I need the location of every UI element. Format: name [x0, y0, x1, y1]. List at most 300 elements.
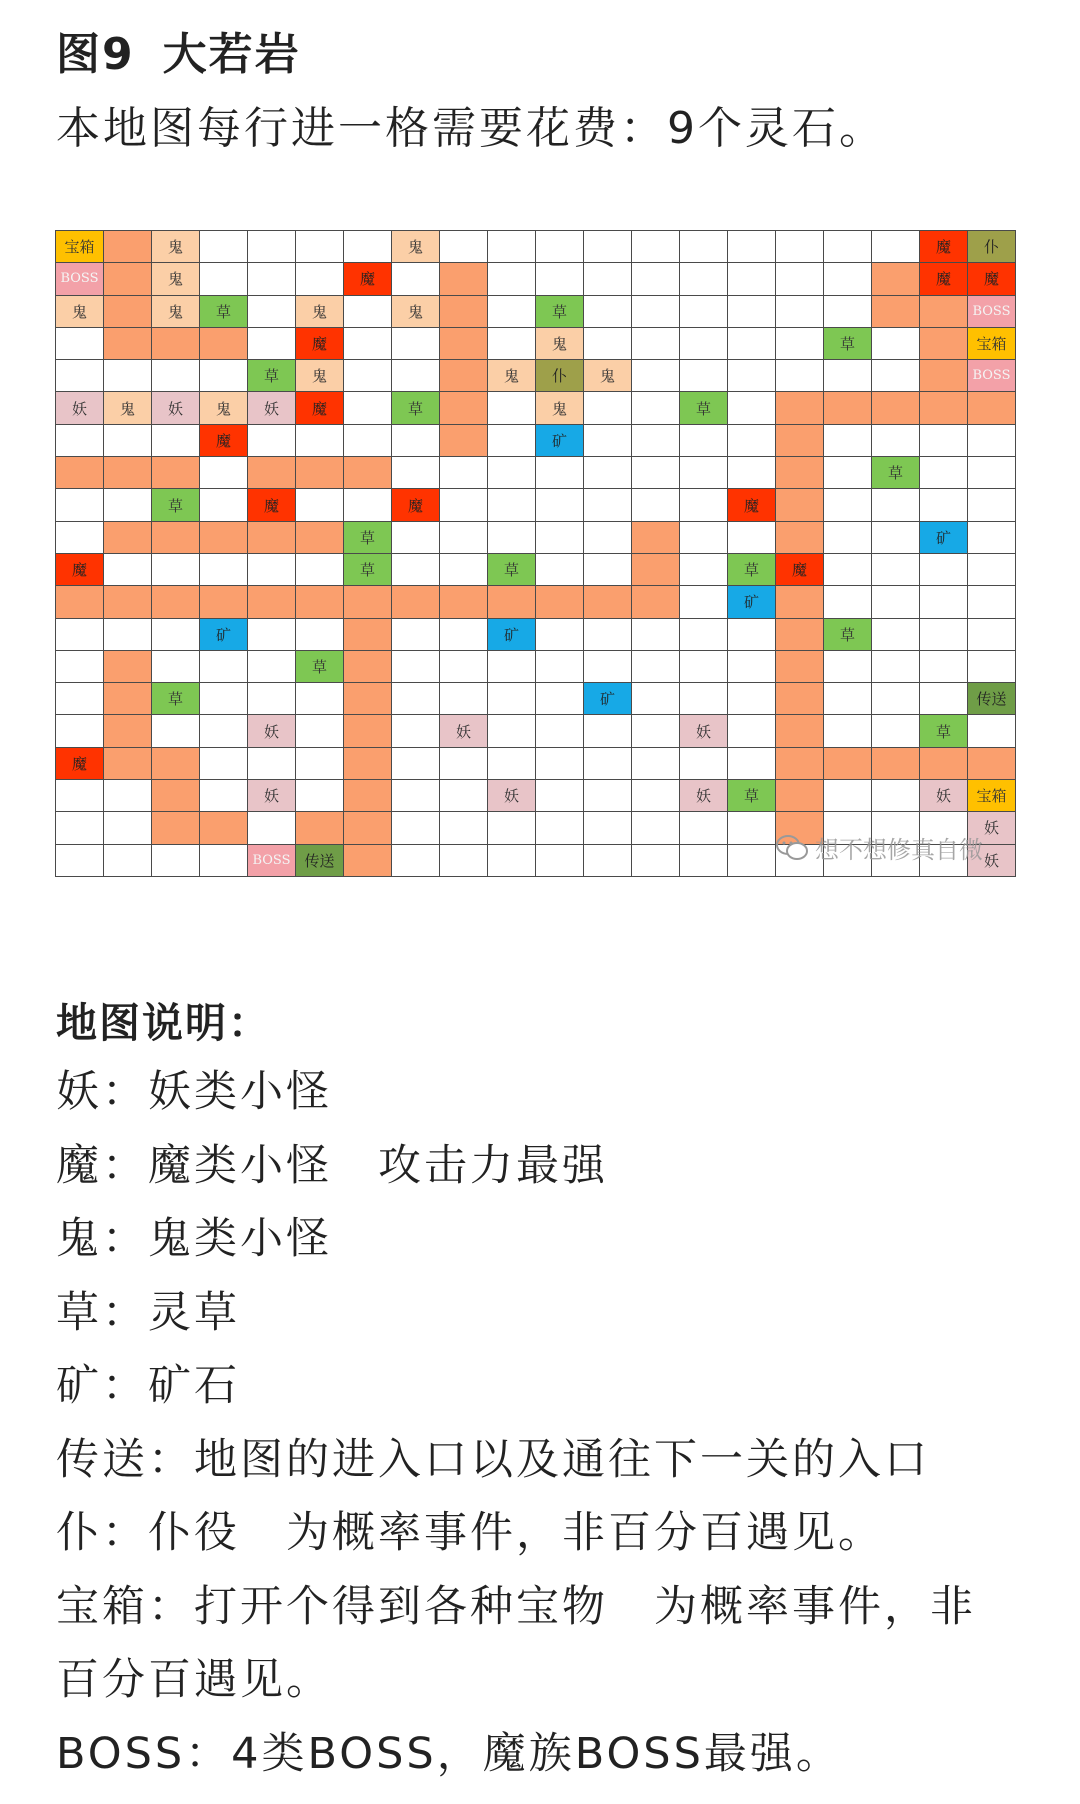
- herb-cell: 草: [200, 296, 248, 328]
- empty-cell: [344, 328, 392, 360]
- ghost-cell: 鬼: [584, 360, 632, 392]
- empty-cell: [392, 554, 440, 586]
- path-cell: [56, 457, 104, 489]
- empty-cell: [296, 748, 344, 780]
- empty-cell: [824, 263, 872, 295]
- herb-cell: 草: [392, 392, 440, 424]
- path-cell: [104, 457, 152, 489]
- path-cell: [440, 586, 488, 618]
- empty-cell: [632, 296, 680, 328]
- path-cell: [248, 457, 296, 489]
- legend-item-chest-cont: 百分百遇见。: [56, 1655, 332, 1705]
- empty-cell: [152, 715, 200, 747]
- empty-cell: [152, 425, 200, 457]
- empty-cell: [200, 489, 248, 521]
- empty-cell: [536, 845, 584, 877]
- empty-cell: [632, 263, 680, 295]
- empty-cell: [920, 554, 968, 586]
- path-cell: [104, 522, 152, 554]
- empty-cell: [200, 780, 248, 812]
- ore-cell: 矿: [920, 522, 968, 554]
- empty-cell: [872, 812, 920, 844]
- empty-cell: [440, 489, 488, 521]
- legend-item-chest: 宝箱：打开个得到各种宝物 为概率事件，非: [56, 1581, 976, 1632]
- empty-cell: [488, 522, 536, 554]
- empty-cell: [632, 780, 680, 812]
- empty-cell: [680, 328, 728, 360]
- empty-cell: [872, 845, 920, 877]
- empty-cell: [680, 263, 728, 295]
- path-cell: [296, 522, 344, 554]
- empty-cell: [440, 231, 488, 263]
- ghost-cell: 鬼: [488, 360, 536, 392]
- teleport-cell: 传送: [296, 845, 344, 877]
- empty-cell: [632, 457, 680, 489]
- ore-cell: 矿: [728, 586, 776, 618]
- empty-cell: [584, 812, 632, 844]
- empty-cell: [488, 296, 536, 328]
- empty-cell: [440, 522, 488, 554]
- map-grid: [55, 230, 1016, 877]
- empty-cell: [440, 812, 488, 844]
- empty-cell: [920, 812, 968, 844]
- empty-cell: [248, 619, 296, 651]
- empty-cell: [584, 554, 632, 586]
- path-cell: [440, 392, 488, 424]
- empty-cell: [392, 780, 440, 812]
- empty-cell: [920, 619, 968, 651]
- herb-cell: 草: [488, 554, 536, 586]
- empty-cell: [200, 683, 248, 715]
- empty-cell: [392, 619, 440, 651]
- empty-cell: [824, 812, 872, 844]
- servant-cell: 仆: [968, 231, 1016, 263]
- empty-cell: [968, 715, 1016, 747]
- path-cell: [776, 812, 824, 844]
- empty-cell: [152, 554, 200, 586]
- empty-cell: [440, 845, 488, 877]
- empty-cell: [968, 425, 1016, 457]
- path-cell: [776, 586, 824, 618]
- empty-cell: [776, 845, 824, 877]
- empty-cell: [920, 651, 968, 683]
- empty-cell: [152, 651, 200, 683]
- empty-cell: [488, 715, 536, 747]
- path-cell: [776, 683, 824, 715]
- empty-cell: [344, 425, 392, 457]
- empty-cell: [968, 554, 1016, 586]
- empty-cell: [872, 489, 920, 521]
- empty-cell: [584, 296, 632, 328]
- empty-cell: [584, 231, 632, 263]
- herb-cell: 草: [152, 489, 200, 521]
- legend-item-ore: 矿：矿石: [56, 1361, 240, 1411]
- path-cell: [440, 263, 488, 295]
- yao-cell: 妖: [440, 715, 488, 747]
- yao-cell: 妖: [248, 780, 296, 812]
- empty-cell: [680, 845, 728, 877]
- ghost-cell: 鬼: [104, 392, 152, 424]
- path-cell: [200, 812, 248, 844]
- boss-cell: BOSS: [968, 360, 1016, 392]
- path-cell: [920, 328, 968, 360]
- empty-cell: [680, 748, 728, 780]
- empty-cell: [56, 780, 104, 812]
- empty-cell: [248, 263, 296, 295]
- path-cell: [584, 586, 632, 618]
- empty-cell: [824, 554, 872, 586]
- path-cell: [296, 457, 344, 489]
- empty-cell: [584, 457, 632, 489]
- path-cell: [968, 748, 1016, 780]
- herb-cell: 草: [536, 296, 584, 328]
- path-cell: [776, 748, 824, 780]
- path-cell: [344, 651, 392, 683]
- legend-heading: 地图说明：: [56, 999, 271, 1047]
- empty-cell: [584, 715, 632, 747]
- empty-cell: [56, 715, 104, 747]
- empty-cell: [632, 392, 680, 424]
- demon-cell: 魔: [920, 231, 968, 263]
- empty-cell: [728, 522, 776, 554]
- empty-cell: [536, 715, 584, 747]
- empty-cell: [296, 489, 344, 521]
- herb-cell: 草: [248, 360, 296, 392]
- empty-cell: [824, 651, 872, 683]
- ghost-cell: 鬼: [152, 263, 200, 295]
- path-cell: [344, 845, 392, 877]
- empty-cell: [872, 360, 920, 392]
- empty-cell: [728, 231, 776, 263]
- empty-cell: [584, 489, 632, 521]
- empty-cell: [584, 425, 632, 457]
- empty-cell: [920, 425, 968, 457]
- empty-cell: [488, 651, 536, 683]
- demon-cell: 魔: [920, 263, 968, 295]
- empty-cell: [728, 392, 776, 424]
- path-cell: [632, 586, 680, 618]
- empty-cell: [872, 425, 920, 457]
- ghost-cell: 鬼: [536, 328, 584, 360]
- empty-cell: [680, 619, 728, 651]
- chest-cell: 宝箱: [968, 780, 1016, 812]
- demon-cell: 魔: [776, 554, 824, 586]
- path-cell: [104, 748, 152, 780]
- empty-cell: [728, 715, 776, 747]
- empty-cell: [632, 845, 680, 877]
- empty-cell: [56, 619, 104, 651]
- empty-cell: [632, 651, 680, 683]
- step-cost-text: 本地图每行进一格需要花费：9个灵石。: [56, 103, 886, 154]
- empty-cell: [344, 296, 392, 328]
- legend-item-herb: 草：灵草: [56, 1287, 240, 1338]
- legend-list: [56, 1056, 1036, 1791]
- empty-cell: [56, 425, 104, 457]
- empty-cell: [152, 845, 200, 877]
- empty-cell: [56, 812, 104, 844]
- path-cell: [200, 522, 248, 554]
- empty-cell: [392, 715, 440, 747]
- yao-cell: 妖: [248, 392, 296, 424]
- empty-cell: [872, 780, 920, 812]
- path-cell: [104, 231, 152, 263]
- path-cell: [152, 748, 200, 780]
- legend-item-boss: BOSS：4类BOSS，魔族BOSS最强。: [56, 1728, 842, 1779]
- path-cell: [248, 586, 296, 618]
- path-cell: [344, 812, 392, 844]
- path-cell: [200, 586, 248, 618]
- empty-cell: [296, 715, 344, 747]
- teleport-cell: 传送: [968, 683, 1016, 715]
- empty-cell: [920, 683, 968, 715]
- ghost-cell: 鬼: [296, 296, 344, 328]
- path-cell: [248, 522, 296, 554]
- empty-cell: [248, 651, 296, 683]
- empty-cell: [584, 619, 632, 651]
- empty-cell: [680, 231, 728, 263]
- empty-cell: [728, 296, 776, 328]
- empty-cell: [296, 554, 344, 586]
- herb-cell: 草: [920, 715, 968, 747]
- empty-cell: [200, 715, 248, 747]
- empty-cell: [248, 425, 296, 457]
- empty-cell: [488, 812, 536, 844]
- empty-cell: [632, 683, 680, 715]
- empty-cell: [632, 489, 680, 521]
- empty-cell: [56, 522, 104, 554]
- empty-cell: [824, 522, 872, 554]
- empty-cell: [824, 425, 872, 457]
- empty-cell: [680, 425, 728, 457]
- empty-cell: [440, 683, 488, 715]
- empty-cell: [632, 425, 680, 457]
- empty-cell: [392, 522, 440, 554]
- herb-cell: 草: [728, 780, 776, 812]
- demon-cell: 魔: [56, 748, 104, 780]
- empty-cell: [536, 231, 584, 263]
- herb-cell: 草: [296, 651, 344, 683]
- map-name: 大若岩: [162, 29, 301, 80]
- empty-cell: [728, 619, 776, 651]
- empty-cell: [56, 360, 104, 392]
- empty-cell: [824, 489, 872, 521]
- ore-cell: 矿: [200, 619, 248, 651]
- legend-item-demon: 魔：魔类小怪 攻击力最强: [56, 1140, 608, 1191]
- empty-cell: [920, 457, 968, 489]
- empty-cell: [440, 554, 488, 586]
- empty-cell: [296, 780, 344, 812]
- path-cell: [152, 457, 200, 489]
- empty-cell: [728, 683, 776, 715]
- empty-cell: [968, 586, 1016, 618]
- empty-cell: [344, 360, 392, 392]
- empty-cell: [824, 360, 872, 392]
- empty-cell: [680, 586, 728, 618]
- yao-cell: 妖: [248, 715, 296, 747]
- empty-cell: [392, 457, 440, 489]
- empty-cell: [440, 780, 488, 812]
- empty-cell: [872, 683, 920, 715]
- ghost-cell: 鬼: [56, 296, 104, 328]
- empty-cell: [200, 845, 248, 877]
- empty-cell: [488, 392, 536, 424]
- yao-cell: 妖: [56, 392, 104, 424]
- path-cell: [344, 780, 392, 812]
- empty-cell: [488, 489, 536, 521]
- yao-cell: 妖: [968, 812, 1016, 844]
- empty-cell: [536, 651, 584, 683]
- path-cell: [872, 392, 920, 424]
- empty-cell: [104, 619, 152, 651]
- path-cell: [104, 328, 152, 360]
- empty-cell: [680, 489, 728, 521]
- boss-cell: BOSS: [248, 845, 296, 877]
- empty-cell: [440, 457, 488, 489]
- legend-item-teleport: 传送：地图的进入口以及通往下一关的入口: [56, 1434, 930, 1485]
- empty-cell: [392, 360, 440, 392]
- chest-cell: 宝箱: [968, 328, 1016, 360]
- empty-cell: [392, 845, 440, 877]
- path-cell: [152, 328, 200, 360]
- empty-cell: [296, 619, 344, 651]
- empty-cell: [248, 554, 296, 586]
- servant-cell: 仆: [536, 360, 584, 392]
- empty-cell: [776, 296, 824, 328]
- herb-cell: 草: [344, 554, 392, 586]
- empty-cell: [824, 683, 872, 715]
- path-cell: [344, 683, 392, 715]
- herb-cell: 草: [872, 457, 920, 489]
- empty-cell: [200, 651, 248, 683]
- path-cell: [152, 780, 200, 812]
- empty-cell: [872, 619, 920, 651]
- path-cell: [776, 715, 824, 747]
- empty-cell: [680, 683, 728, 715]
- path-cell: [104, 263, 152, 295]
- empty-cell: [200, 748, 248, 780]
- empty-cell: [584, 780, 632, 812]
- empty-cell: [680, 360, 728, 392]
- empty-cell: [248, 231, 296, 263]
- empty-cell: [680, 457, 728, 489]
- demon-cell: 魔: [56, 554, 104, 586]
- empty-cell: [392, 263, 440, 295]
- path-cell: [872, 748, 920, 780]
- empty-cell: [248, 748, 296, 780]
- empty-cell: [584, 263, 632, 295]
- empty-cell: [824, 845, 872, 877]
- empty-cell: [392, 748, 440, 780]
- path-cell: [104, 651, 152, 683]
- empty-cell: [392, 425, 440, 457]
- empty-cell: [824, 586, 872, 618]
- path-cell: [152, 586, 200, 618]
- empty-cell: [296, 683, 344, 715]
- empty-cell: [920, 845, 968, 877]
- path-cell: [104, 296, 152, 328]
- demon-cell: 魔: [200, 425, 248, 457]
- empty-cell: [104, 554, 152, 586]
- empty-cell: [344, 231, 392, 263]
- empty-cell: [872, 715, 920, 747]
- empty-cell: [488, 425, 536, 457]
- path-cell: [440, 425, 488, 457]
- empty-cell: [584, 651, 632, 683]
- path-cell: [104, 586, 152, 618]
- path-cell: [776, 651, 824, 683]
- empty-cell: [104, 360, 152, 392]
- empty-cell: [584, 328, 632, 360]
- empty-cell: [536, 780, 584, 812]
- empty-cell: [728, 263, 776, 295]
- yao-cell: 妖: [152, 392, 200, 424]
- empty-cell: [200, 457, 248, 489]
- path-cell: [392, 586, 440, 618]
- empty-cell: [632, 360, 680, 392]
- empty-cell: [632, 619, 680, 651]
- empty-cell: [632, 812, 680, 844]
- empty-cell: [152, 619, 200, 651]
- empty-cell: [632, 715, 680, 747]
- empty-cell: [488, 748, 536, 780]
- empty-cell: [152, 360, 200, 392]
- empty-cell: [344, 489, 392, 521]
- path-cell: [344, 457, 392, 489]
- empty-cell: [248, 328, 296, 360]
- empty-cell: [824, 231, 872, 263]
- empty-cell: [440, 619, 488, 651]
- empty-cell: [536, 748, 584, 780]
- empty-cell: [968, 522, 1016, 554]
- empty-cell: [200, 231, 248, 263]
- legend-item-yao: 妖：妖类小怪: [56, 1067, 332, 1117]
- legend-item-ghost: 鬼：鬼类小怪: [56, 1214, 332, 1264]
- empty-cell: [872, 651, 920, 683]
- empty-cell: [536, 812, 584, 844]
- path-cell: [632, 554, 680, 586]
- path-cell: [104, 715, 152, 747]
- empty-cell: [584, 392, 632, 424]
- empty-cell: [584, 748, 632, 780]
- empty-cell: [872, 586, 920, 618]
- empty-cell: [728, 651, 776, 683]
- path-cell: [296, 812, 344, 844]
- ore-cell: 矿: [584, 683, 632, 715]
- empty-cell: [776, 360, 824, 392]
- ghost-cell: 鬼: [392, 231, 440, 263]
- empty-cell: [824, 296, 872, 328]
- path-cell: [632, 522, 680, 554]
- empty-cell: [968, 457, 1016, 489]
- path-cell: [104, 683, 152, 715]
- demon-cell: 魔: [392, 489, 440, 521]
- ghost-cell: 鬼: [152, 296, 200, 328]
- path-cell: [776, 522, 824, 554]
- empty-cell: [56, 489, 104, 521]
- path-cell: [776, 780, 824, 812]
- path-cell: [152, 812, 200, 844]
- empty-cell: [632, 748, 680, 780]
- empty-cell: [824, 457, 872, 489]
- empty-cell: [968, 619, 1016, 651]
- empty-cell: [632, 328, 680, 360]
- herb-cell: 草: [824, 328, 872, 360]
- empty-cell: [536, 554, 584, 586]
- empty-cell: [728, 748, 776, 780]
- path-cell: [488, 586, 536, 618]
- path-cell: [968, 392, 1016, 424]
- empty-cell: [728, 360, 776, 392]
